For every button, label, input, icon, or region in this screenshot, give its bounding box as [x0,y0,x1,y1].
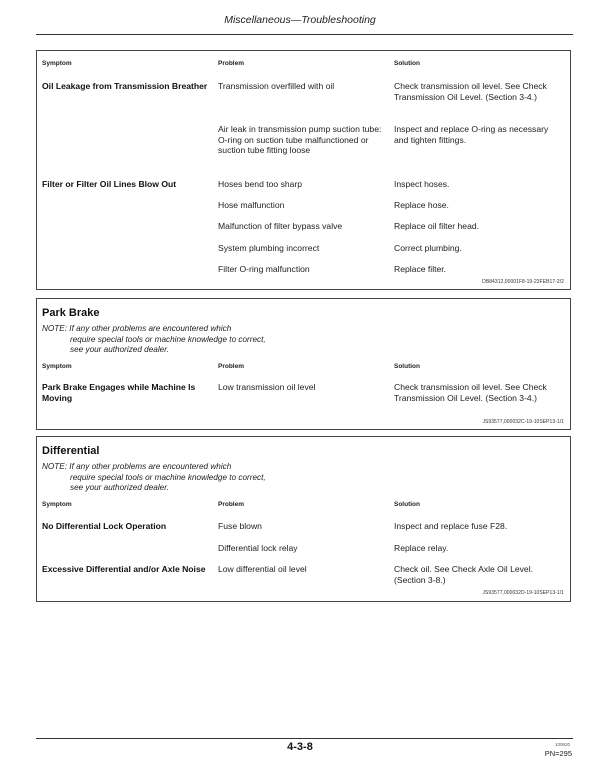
solution-cell: Inspect and replace fuse F28. [394,521,508,531]
symptom-cell: Oil Leakage from Transmission Breather [42,81,208,91]
note-line: NOTE: If any other problems are encountered which [42,462,232,471]
symptom-cell: No Differential Lock Operation [42,521,167,531]
section-title: Park Brake [42,307,100,319]
footer-code: 100620 [554,742,570,747]
solution-cell: Replace oil filter head. [394,221,480,231]
solution-cell: Replace filter. [394,264,447,274]
column-header-solution: Solution [394,501,420,508]
note-line: require special tools or machine knowledge to correct, [70,472,266,482]
note [42,324,266,356]
column-header-symptom: Symptom [42,363,72,370]
solution-cell: Inspect hoses. [394,179,450,189]
problem-cell: Malfunction of filter bypass valve [218,221,343,231]
note-line: see your authorized dealer. [70,483,169,492]
note-line: see your authorized dealer. [70,345,169,354]
solution-cell: Inspect and replace O-ring as necessary and tighten fittings. [394,124,549,145]
troubleshooting-table-differential [36,436,571,602]
column-header-symptom: Symptom [42,60,72,67]
note-line: require special tools or machine knowledge to correct, [70,334,266,344]
problem-cell: Filter O-ring malfunction [218,264,310,274]
column-header-problem: Problem [218,501,245,508]
column-header-solution: Solution [394,60,420,67]
problem-cell: Differential lock relay [218,543,298,553]
section-title: Differential [42,445,100,457]
solution-cell: Replace relay. [394,543,449,553]
page-header: Miscellaneous—Troubleshooting [224,14,376,26]
header-rule [36,34,573,35]
problem-cell: Hoses bend too sharp [218,179,303,189]
reference-code: DB84312,00001F8-19-23FEB17-2/2 [482,279,564,285]
note [42,462,266,494]
troubleshooting-table-transmission [36,50,571,290]
solution-cell: Check transmission oil level. See Check Transmission Oil Level. (Section 3-4.) [394,382,547,403]
problem-cell: Fuse blown [218,521,262,531]
problem-cell: Low transmission oil level [218,382,316,392]
solution-cell: Check transmission oil level. See Check Transmission Oil Level. (Section 3-4.) [394,81,547,102]
problem-cell: System plumbing incorrect [218,243,320,253]
solution-cell: Replace hose. [394,200,449,210]
symptom-cell: Park Brake Engages while Machine Is Moving [42,382,196,403]
solution-cell: Correct plumbing. [394,243,462,253]
symptom-cell: Excessive Differential and/or Axle Noise [42,564,206,574]
page-number: 4-3-8 [287,741,313,753]
symptom-cell: Filter or Filter Oil Lines Blow Out [42,179,177,189]
problem-cell: Transmission overfilled with oil [218,81,335,91]
problem-cell: Low differential oil level [218,564,307,574]
column-header-solution: Solution [394,363,420,370]
solution-cell: Check oil. See Check Axle Oil Level. (Section 3-8.) [394,564,533,585]
reference-code: JS93577,000032C-19-10SEP13-1/1 [482,419,564,425]
footer-rule [36,738,573,739]
reference-code: JS93577,000032D-19-10SEP13-1/1 [482,590,564,596]
problem-cell: Hose malfunction [218,200,285,210]
column-header-symptom: Symptom [42,501,72,508]
column-header-problem: Problem [218,363,245,370]
page-id: PN=295 [544,749,572,758]
troubleshooting-table-park-brake [36,298,571,430]
problem-cell: Air leak in transmission pump suction tube: O-ring on suction tube malfunctioned or suction tube fitting loose [218,124,382,156]
note-line: NOTE: If any other problems are encountered which [42,324,232,333]
column-header-problem: Problem [218,60,245,67]
